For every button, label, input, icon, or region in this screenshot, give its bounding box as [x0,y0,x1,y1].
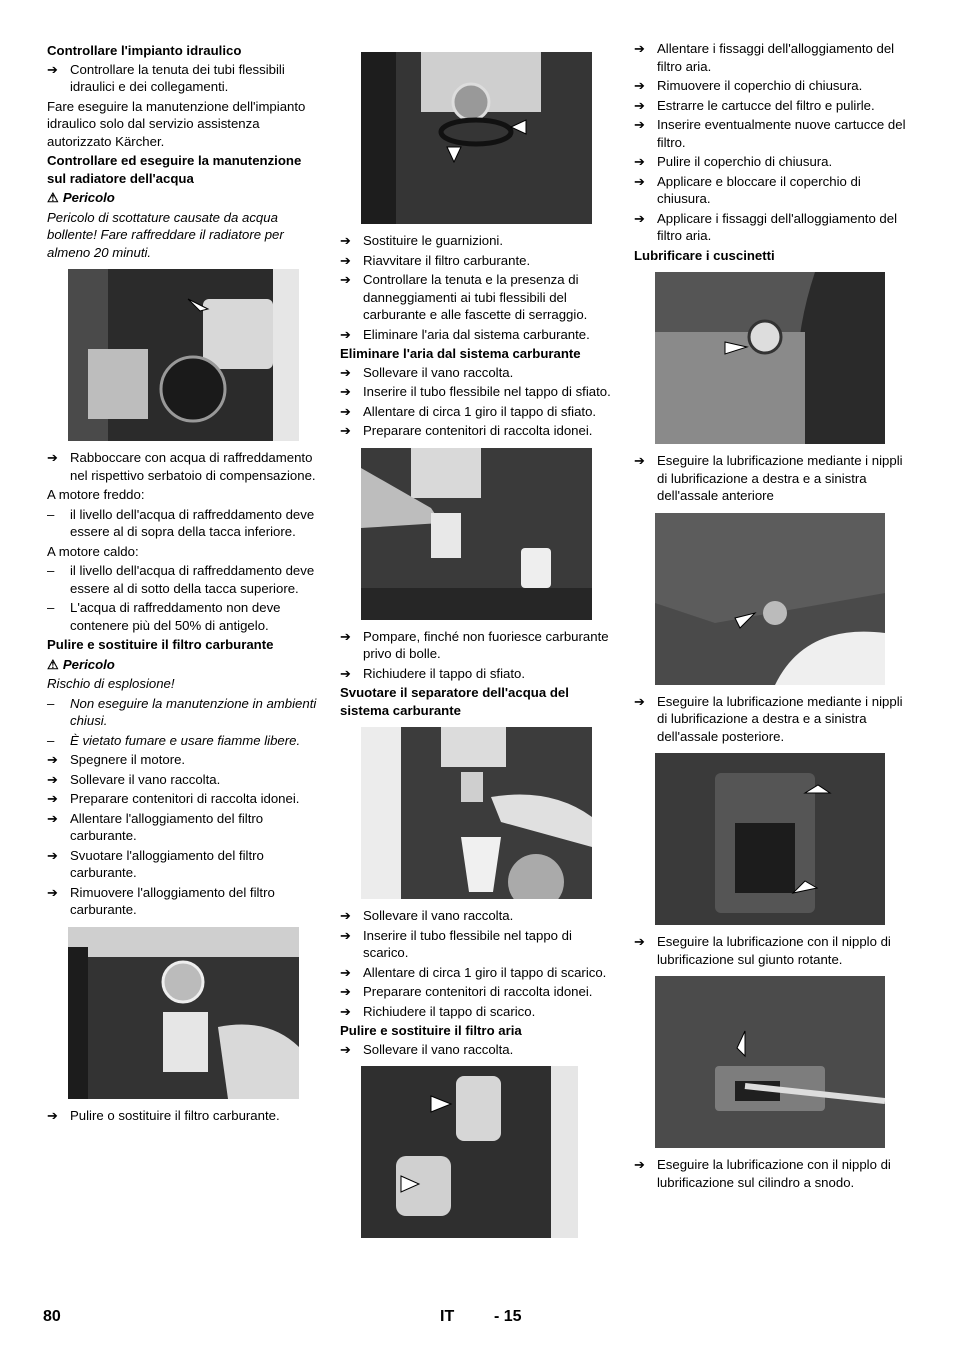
photo-rear-axle [655,513,885,685]
danger-label: ⚠ Pericolo [47,656,115,672]
warning-icon: ⚠ [47,656,59,672]
danger-text: Pericolo di scottature causate da acqua bollente! Fare raffreddare il radiatore per almeno 20 minuti. [47,209,284,260]
photo-air-filter [361,1066,578,1238]
paragraph: Fare eseguire la manutenzione dell'impianto idraulico solo dal servizio assistenza autorizzato Kärcher. [47,98,306,149]
heading-water-separator: Svuotare il separatore dell'acqua del sistema carburante [340,685,569,718]
column-left: Controllare l'impianto idraulico ➔ Controllare la tenuta dei tubi flessibili idraulici e dei collegamenti. Fare eseguire la manutenzione dell'impianto idraulico solo dal servizio assistenza autorizzato Kärcher. Controllare ed eseguire la manutenzione sul radiatore dell'acqua ⚠ Pericolo Pericolo di scottature causate da acqua bollente! Fare raffreddare il radiatore per almeno 20 minuti. ➔ Rabboccare con acqua di raffreddamento nel rispettivo serbatoio di compensazione. A motore freddo: – il livello dell'acqua di raffreddamento deve essere al di sopra della tacca inferiore. A motore caldo: – il livello dell'acqua di raffreddamento deve essere al di sotto della tacca superiore. – L'acqua di raffreddamento non deve contenere più del 50% di antigelo. Pulire e sostituire il filtro carburante ⚠ Pericolo Rischio di esplosione! – Non eseguire la manutenzione in ambienti chiusi. – È vietato fumare e usare fiamme libere. ➔ Spegnere il motore. ➔ Sollevare il vano raccolta. ➔ Preparare contenitori di raccolta idonei. ➔ Allentare l'alloggiamento del filtro carburante. ➔ Svuotare l'alloggiamento del filtro carburante. ➔ Rimuovere l'alloggiamento del filtro carburante. ➔ Pulire o sostituire il filtro carburante. [47,40,323,1126]
language-code: IT [440,1308,455,1325]
danger-label: ⚠ Pericolo [47,190,115,205]
step: ➔ Rabboccare con acqua di raffreddamento nel rispettivo serbatoio di compensazione. [47,450,316,483]
heading-bearings: Lubrificare i cuscinetti [634,247,775,263]
heading-fuel-filter: Pulire e sostituire il filtro carburante [47,637,274,652]
heading-bleed: Eliminare l'aria dal sistema carburante [340,346,581,361]
column-right: ➔ Allentare i fissaggi dell'alloggiamento del filtro aria. ➔ Rimuovere il coperchio di chiusura. ➔ Estrarre le cartucce del filtro e pulirle. ➔ Inserire eventualmente nuove cartucce del filtro. ➔ Pulire il coperchio di chiusura. ➔ Applicare e bloccare il coperchio di chiusura. ➔ Applicare i fissaggi dell'alloggiamento del filtro aria. Lubrificare i cuscinetti ➔ Eseguire la lubrificazione mediante i nippli di lubrificazione a destra e a sinistra dell'assale anteriore ➔ Eseguire la lubrificazione mediante i nippli di lubrificazione a destra e a sinistra dell'assale posteriore. ➔ Eseguire la lubrificazione con il nipplo di lubrificazione sul giunto rotante. ➔ Eseguire la lubrificazione con il nipplo di lubrificazione sul cilindro a snodo. [634,40,910,1193]
photo-front-axle [655,272,885,444]
photo-fuel-filter-open [361,52,592,224]
warning-icon: ⚠ [47,190,59,205]
page-number-left: 80 [43,1308,61,1325]
page-number-right: - 15 [494,1308,522,1325]
photo-articulation-cylinder [655,976,885,1148]
heading-hydraulic: Controllare l'impianto idraulico [47,43,242,58]
photo-fuel-filter [68,927,299,1099]
column-middle: ➔ Sostituire le guarnizioni. ➔ Riavvitare il filtro carburante. ➔ Controllare la tenuta e la presenza di danneggiamenti ai tubi flessibili del carburante e alle fascette di serraggio. ➔ Eliminare l'aria dal sistema carburante. Eliminare l'aria dal sistema carburante ➔ Sollevare il vano raccolta. ➔ Inserire il tubo flessibile nel tappo di sfiato. ➔ Allentare di circa 1 giro il tappo di sfiato. ➔ Preparare contenitori di raccolta idonei. ➔ Pompare, finché non fuoriesce carburante privo di bolle. ➔ Richiudere il tappo di sfiato. Svuotare il separatore dell'acqua del sistema carburante ➔ Sollevare il vano raccolta. ➔ Inserire il tubo flessibile nel tappo di scarico. ➔ Allentare di circa 1 giro il tappo di scarico. ➔ Preparare contenitori di raccolta idonei. ➔ Richiudere il tappo di scarico. Pulire e sostituire il filtro aria ➔ Sollevare il vano raccolta. [340,40,616,1246]
photo-bleed [361,448,592,620]
step: ➔ Controllare la tenuta dei tubi flessibili idraulici e dei collegamenti. [47,61,285,94]
photo-rotary-joint [655,753,885,925]
heading-radiator: Controllare ed eseguire la manutenzione sul radiatore dell'acqua [47,153,302,186]
photo-radiator [68,269,299,441]
heading-air-filter: Pulire e sostituire il filtro aria [340,1023,522,1038]
photo-water-separator [361,727,592,899]
